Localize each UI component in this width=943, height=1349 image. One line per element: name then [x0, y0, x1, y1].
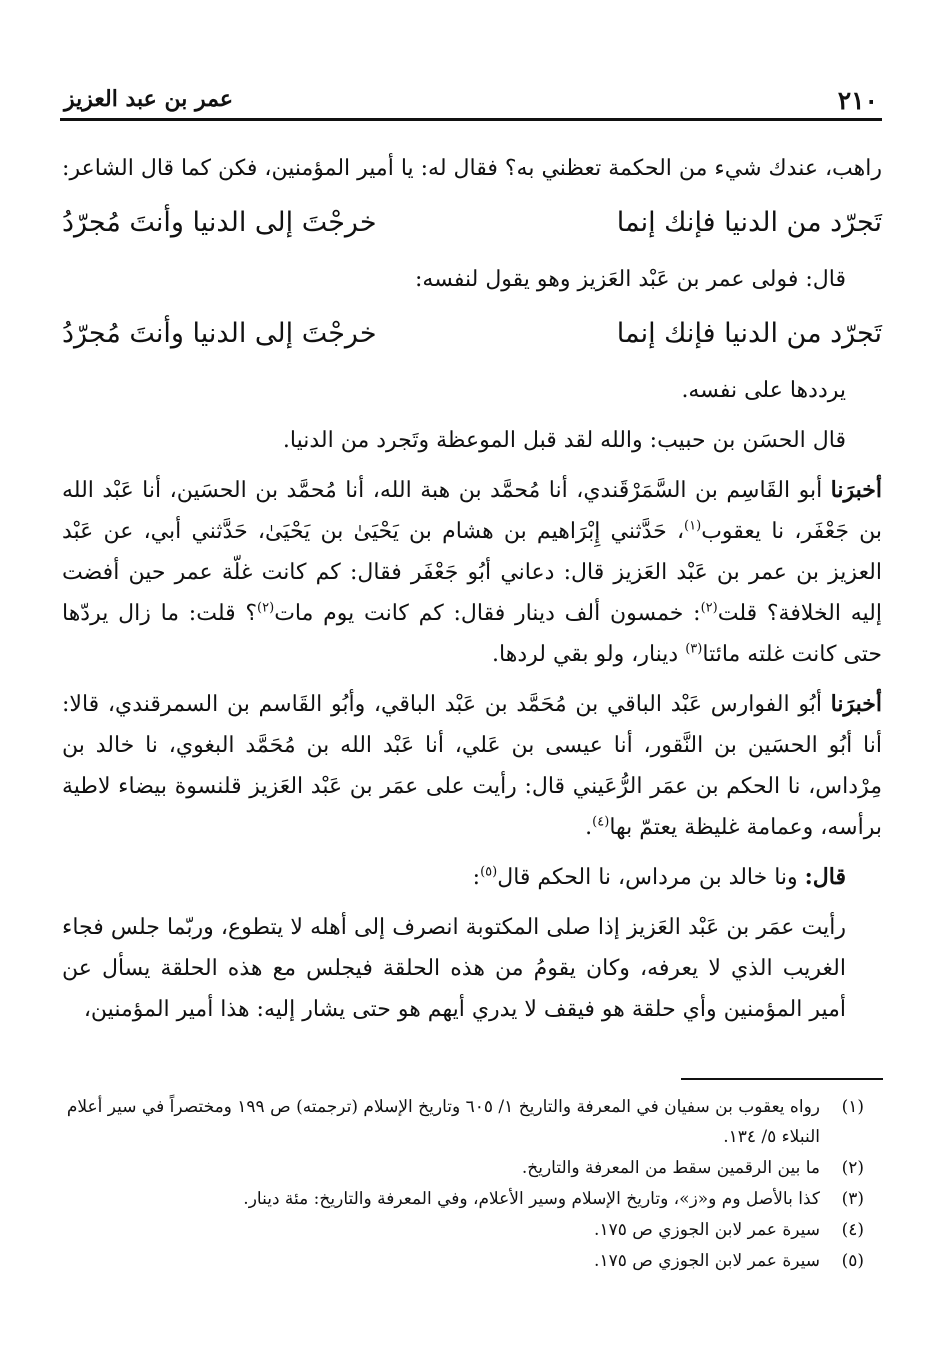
footnote-ref-1: (١)	[684, 518, 702, 534]
paragraph-6-text-2: .	[585, 815, 593, 840]
verse-1-first-hemistich: تَجرّد من الدنيا فإنك إنما	[616, 207, 882, 238]
paragraph-8: رأيت عمَر بن عَبْد العَزيز إذا صلى المكتوبة انصرف إلى أهله لا يتطوع، وربّما جلس فجاء الغريب الذي لا يعرفه، وكان يقومُ من هذه الحلقة فيجلس مع هذه الحلقة يسأل عن أمير المؤمنين وأي حلقة هو فيقف لا يدري أيهم هو حتى يشار إليه: هذا أمير المؤمنين،	[62, 915, 846, 1022]
verse-1	[62, 198, 882, 248]
footnote-1-number: (١)	[841, 1097, 864, 1117]
paragraph-5-text-5: دينار، ولو بقي لردها.	[492, 642, 686, 667]
paragraph-4: قال الحسَن بن حبيب: والله لقد قبل الموعظة وتَجرد من الدنيا.	[282, 428, 846, 453]
paragraph-3: يرددها على نفسه.	[681, 378, 846, 403]
footnote-ref-2: (٢)	[700, 600, 718, 616]
footnote-ref-3: (٣)	[685, 641, 703, 657]
paragraph-1: راهب، عندك شيء من الحكمة تعظني به؟ فقال له: يا أمير المؤمنين، فكن كما قال الشاعر:	[62, 156, 882, 181]
paragraph-5-text-3: : خمسون ألف دينار فقال: كم كانت يوم مات	[274, 601, 701, 626]
paragraph-7	[62, 857, 882, 898]
footnote-5	[64, 1246, 864, 1276]
verse-2-second-hemistich: خرجْتَ إلى الدنيا وأنتَ مُجرّدُ	[62, 318, 377, 349]
footnote-1	[64, 1092, 864, 1152]
verse-2	[62, 309, 882, 359]
paragraph-5-text-1: أبو القَاسِم بن السَّمَرْقَندي، أنا مُحمَّد بن هبة الله، أنا مُحمَّد بن الحسَين، أنا عَبْد الله بن جَعْفَر، نا يعقوب	[62, 478, 882, 544]
footnote-ref-5: (٥)	[480, 864, 498, 880]
footnote-4-text: سيرة عمر لابن الجوزي ص ١٧٥.	[594, 1220, 820, 1240]
paragraph-7-lead: قال:	[804, 864, 846, 890]
footnote-separator	[681, 1078, 883, 1080]
footnote-4	[64, 1215, 864, 1245]
footnote-2-number: (٢)	[841, 1158, 864, 1178]
paragraph-5-lead: أخبرَنا	[830, 477, 882, 503]
running-title: عمر بن عبد العزيز	[64, 86, 233, 112]
paragraph-6-lead: أخبرَنا	[830, 691, 882, 717]
footnote-3	[64, 1184, 864, 1214]
verse-1-second-hemistich: خرجْتَ إلى الدنيا وأنتَ مُجرّدُ	[62, 207, 377, 238]
paragraph-7-text-1: ونا خالد بن مرداس، نا الحكم قال	[497, 865, 805, 890]
paragraph-5-text-4: ؟ قلت: ما زال يردّها حتى كانت غلته مائتا	[62, 601, 882, 667]
footnotes	[64, 1092, 864, 1277]
footnote-ref-2b: (٢)	[257, 600, 275, 616]
footnote-5-number: (٥)	[841, 1251, 864, 1271]
footnote-2-text: ما بين الرقمين سقط من المعرفة والتاريخ.	[521, 1158, 820, 1178]
page-number: ٢١٠	[837, 86, 878, 115]
paragraph-2: قال: فولى عمر بن عَبْد العَزيز وهو يقول لنفسه:	[415, 267, 846, 292]
footnote-5-text: سيرة عمر لابن الجوزي ص ١٧٥.	[594, 1251, 820, 1271]
footnote-ref-4: (٤)	[592, 814, 610, 830]
paragraph-5-text-2: ، حَدَّثني إِبْرَاهيم بن هشام بن يَحْيَىٰ بن يَحْيَىٰ، حَدَّثني أبي، عن عَبْد العزيز بن عمر بن عَبْد العَزيز قال: دعاني أبُو جَعْفَر فقال: كم كانت غلّة عمر حين أفضت إليه الخلافة؟ قلت	[62, 519, 882, 626]
paragraph-6	[62, 684, 882, 848]
footnote-3-number: (٣)	[841, 1189, 864, 1209]
footnote-4-number: (٤)	[841, 1220, 864, 1240]
verse-2-first-hemistich: تَجرّد من الدنيا فإنك إنما	[616, 318, 882, 349]
page-header	[60, 82, 882, 121]
paragraph-7-text-2: :	[472, 865, 481, 890]
main-text	[62, 148, 882, 1039]
footnote-2	[64, 1153, 864, 1183]
footnote-3-text: كذا بالأصل وم و«ز»، وتاريخ الإسلام وسير الأعلام، وفي المعرفة والتاريخ: مئة دينار.	[243, 1189, 820, 1209]
paragraph-6-text-1: أبُو الفوارس عَبْد الباقي بن مُحَمَّد بن عَبْد الباقي، وأبُو القَاسم بن السمرقندي، قالا: أنا أبُو الحسَين بن النَّقور، أنا عيسى بن عَلي، أنا عَبْد الله بن مُحَمَّد البغوي، نا خالد بن مِرْداس، نا الحكم بن عمَر الرُّعَيني قال: رأيت على عمَر بن عَبْد العَزيز قلنسوة بيضاء لاطية برأسه، وعمامة غليظة يعتمّ بها	[62, 692, 882, 840]
footnote-1-text: رواه يعقوب بن سفيان في المعرفة والتاريخ ١/ ٦٠٥ وتاريخ الإسلام (ترجمته) ص ١٩٩ ومختصراً في سير أعلام النبلاء ٥/ ١٣٤.	[66, 1097, 820, 1147]
paragraph-5	[62, 470, 882, 675]
